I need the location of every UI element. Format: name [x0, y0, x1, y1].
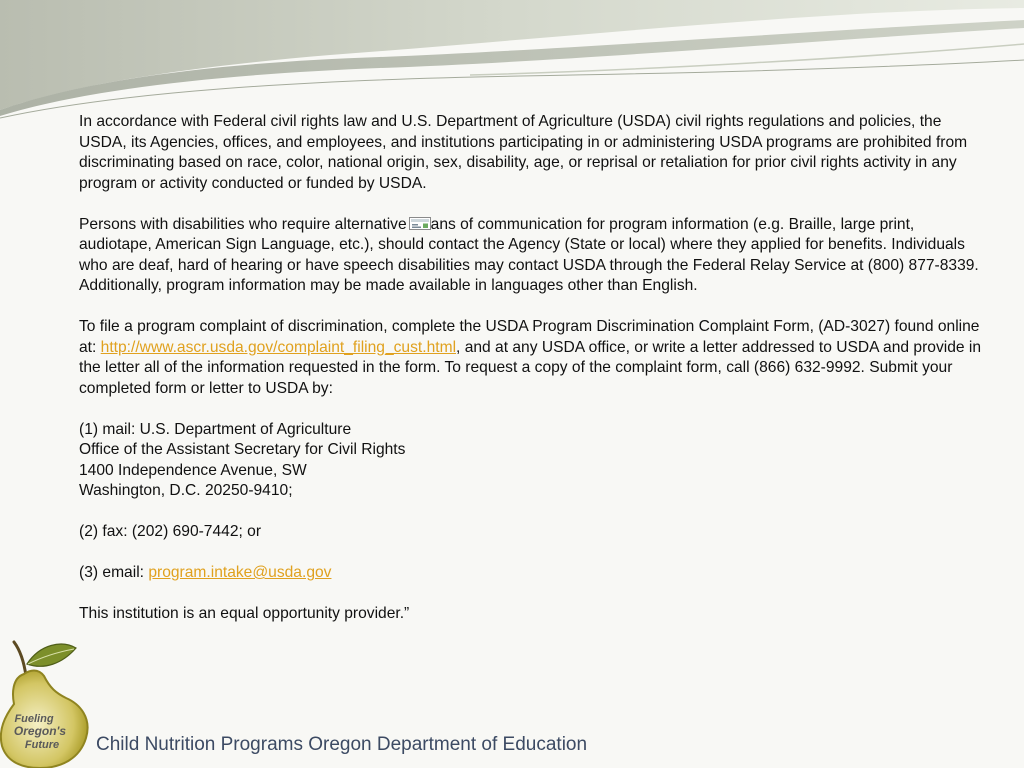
disabilities-paragraph	[79, 215, 989, 297]
logo-text-line-2: Oregon's	[13, 724, 67, 738]
content-body	[79, 112, 989, 645]
equal-opportunity-statement: This institution is an equal opportunity provider.”	[79, 605, 410, 622]
footer-title: Child Nutrition Programs Oregon Department of Education	[96, 734, 588, 755]
email-link[interactable]: program.intake@usda.gov	[148, 564, 332, 581]
header-swoosh-decoration	[0, 0, 1024, 120]
embedded-image-icon	[409, 217, 431, 230]
email-line: (3) email: program.intake@usda.gov	[79, 564, 332, 581]
mail-line-4: Washington, D.C. 20250-9410;	[79, 482, 293, 499]
complaint-form-link[interactable]: http://www.ascr.usda.gov/complaint_filing_cust.html	[100, 338, 457, 356]
disabilities-text-start: Persons with disabilities who require alternative	[79, 215, 407, 233]
pear-stem	[14, 642, 26, 676]
mail-line-2: Office of the Assistant Secretary for Civil Rights	[79, 441, 406, 458]
mail-address-block	[79, 420, 989, 502]
disabilities-text-end: ans of communication for program information (e.g. Braille, large print, audiotape, American Sign Language, etc.), should contact the Agency (State or local) where they applied for benefits. Individuals who are deaf, hard of hearing or have speech disabilities may contact USDA through the Federal Relay Service at (800) 877-8339. Additionally, program information may be made available in languages other than English.	[79, 215, 979, 294]
pear-logo	[0, 634, 95, 768]
mail-line-1: (1) mail: U.S. Department of Agriculture	[79, 420, 352, 438]
complaint-paragraph: To file a program complaint of discrimination, complete the USDA Program Discrimination Complaint Form, (AD-3027) found online at: http://www.ascr.usda.gov/complaint_filing_cust.html, and at any USDA office, or write a letter addressed to USDA and provide in the letter all of the information requested in the form. To request a copy of the complaint form, call (866) 632-9992. Submit your completed form or letter to USDA by:	[79, 318, 982, 397]
fax-line: (2) fax: (202) 690-7442; or	[79, 523, 262, 540]
civil-rights-paragraph: In accordance with Federal civil rights law and U.S. Department of Agriculture (USDA) civil rights regulations and policies, the USDA, its Agencies, offices, and employees, and institutions participating in or administering USDA programs are prohibited from discriminating based on race, color, national origin, sex, disability, age, or reprisal or retaliation for prior civil rights activity in any program or activity conducted or funded by USDA.	[79, 113, 968, 192]
mail-line-3: 1400 Independence Avenue, SW	[79, 461, 307, 479]
logo-text-line-3: Future	[24, 739, 60, 751]
logo-text-line-1: Fueling	[14, 713, 54, 725]
pear-leaf	[27, 644, 76, 666]
